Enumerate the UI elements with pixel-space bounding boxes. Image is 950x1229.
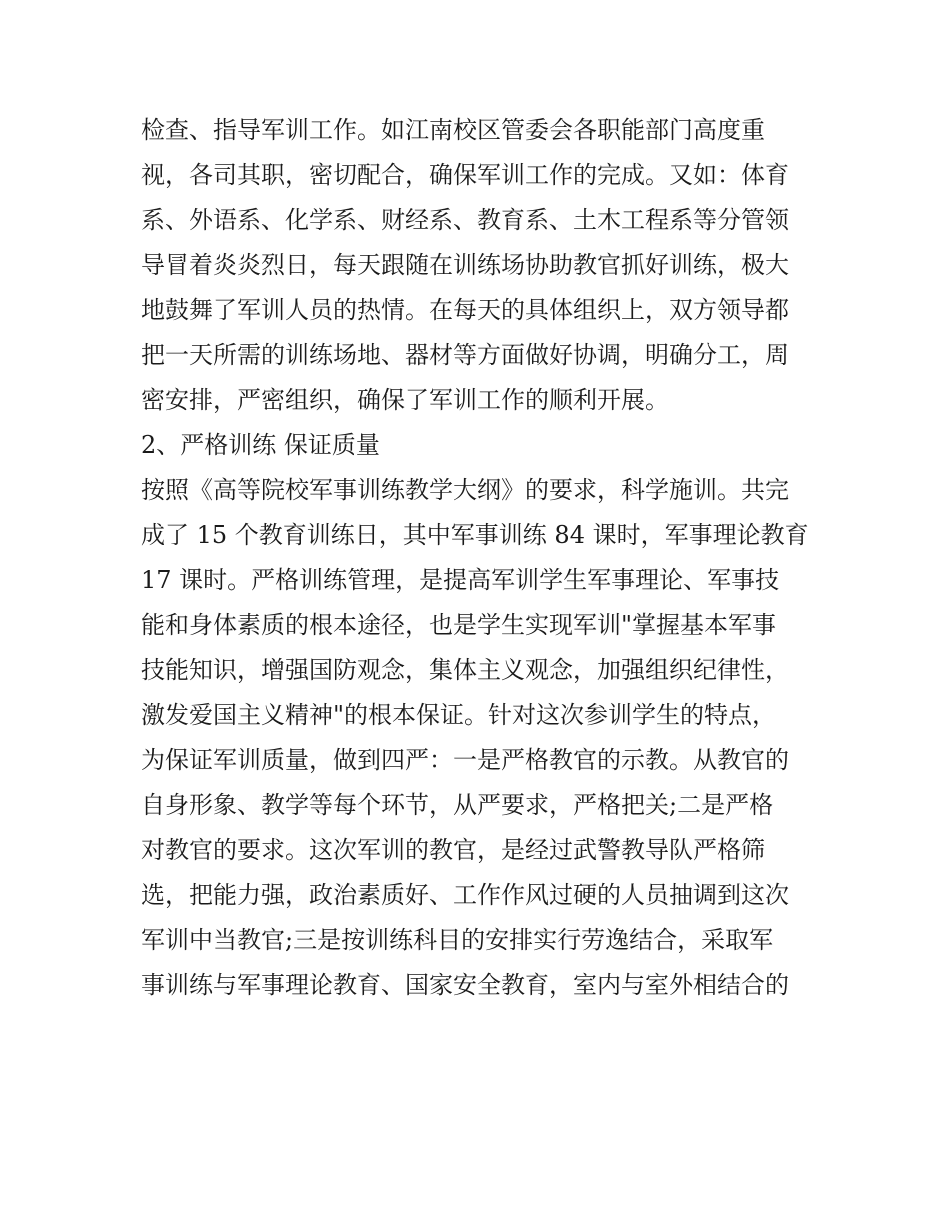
text-line: 密安排，严密组织，确保了军训工作的顺利开展。 xyxy=(141,386,669,414)
text-line: 事训练与军事理论教育、国家安全教育，室内与室外相结合的 xyxy=(141,971,789,999)
text-line: 自身形象、教学等每个环节，从严要求，严格把关;二是严格 xyxy=(141,791,774,819)
text-line: 检查、指导军训工作。如江南校区管委会各职能部门高度重 xyxy=(141,116,765,144)
text-line: 为保证军训质量，做到四严：一是严格教官的示教。从教官的 xyxy=(141,746,789,774)
section-heading: 2、严格训练 保证质量 xyxy=(141,431,380,459)
text-line: 对教官的要求。这次军训的教官，是经过武警教导队严格筛 xyxy=(141,836,765,864)
text-line: 地鼓舞了军训人员的热情。在每天的具体组织上，双方领导都 xyxy=(141,296,789,324)
text-line: 技能知识，增强国防观念，集体主义观念，加强组织纪律性， xyxy=(141,656,789,684)
text-line: 选，把能力强，政治素质好、工作作风过硬的人员抽调到这次 xyxy=(141,881,789,909)
text-line: 17 课时。严格训练管理，是提高军训学生军事理论、军事技 xyxy=(141,566,780,594)
text-line: 按照《高等院校军事训练教学大纲》的要求，科学施训。共完 xyxy=(141,476,789,504)
text-line: 把一天所需的训练场地、器材等方面做好协调，明确分工，周 xyxy=(141,341,789,369)
text-line: 系、外语系、化学系、财经系、教育系、土木工程系等分管领 xyxy=(141,206,789,234)
text-line: 军训中当教官;三是按训练科目的安排实行劳逸结合，采取军 xyxy=(141,926,774,954)
text-line: 能和身体素质的根本途径，也是学生实现军训"掌握基本军事 xyxy=(141,611,777,639)
text-line: 导冒着炎炎烈日，每天跟随在训练场协助教官抓好训练，极大 xyxy=(141,251,789,279)
text-line: 视，各司其职，密切配合，确保军训工作的完成。又如：体育 xyxy=(141,161,789,189)
document-body xyxy=(141,108,831,1008)
text-line: 成了 15 个教育训练日，其中军事训练 84 课时，军事理论教育 xyxy=(141,521,809,549)
text-line: 激发爱国主义精神"的根本保证。针对这次参训学生的特点， xyxy=(141,701,777,729)
